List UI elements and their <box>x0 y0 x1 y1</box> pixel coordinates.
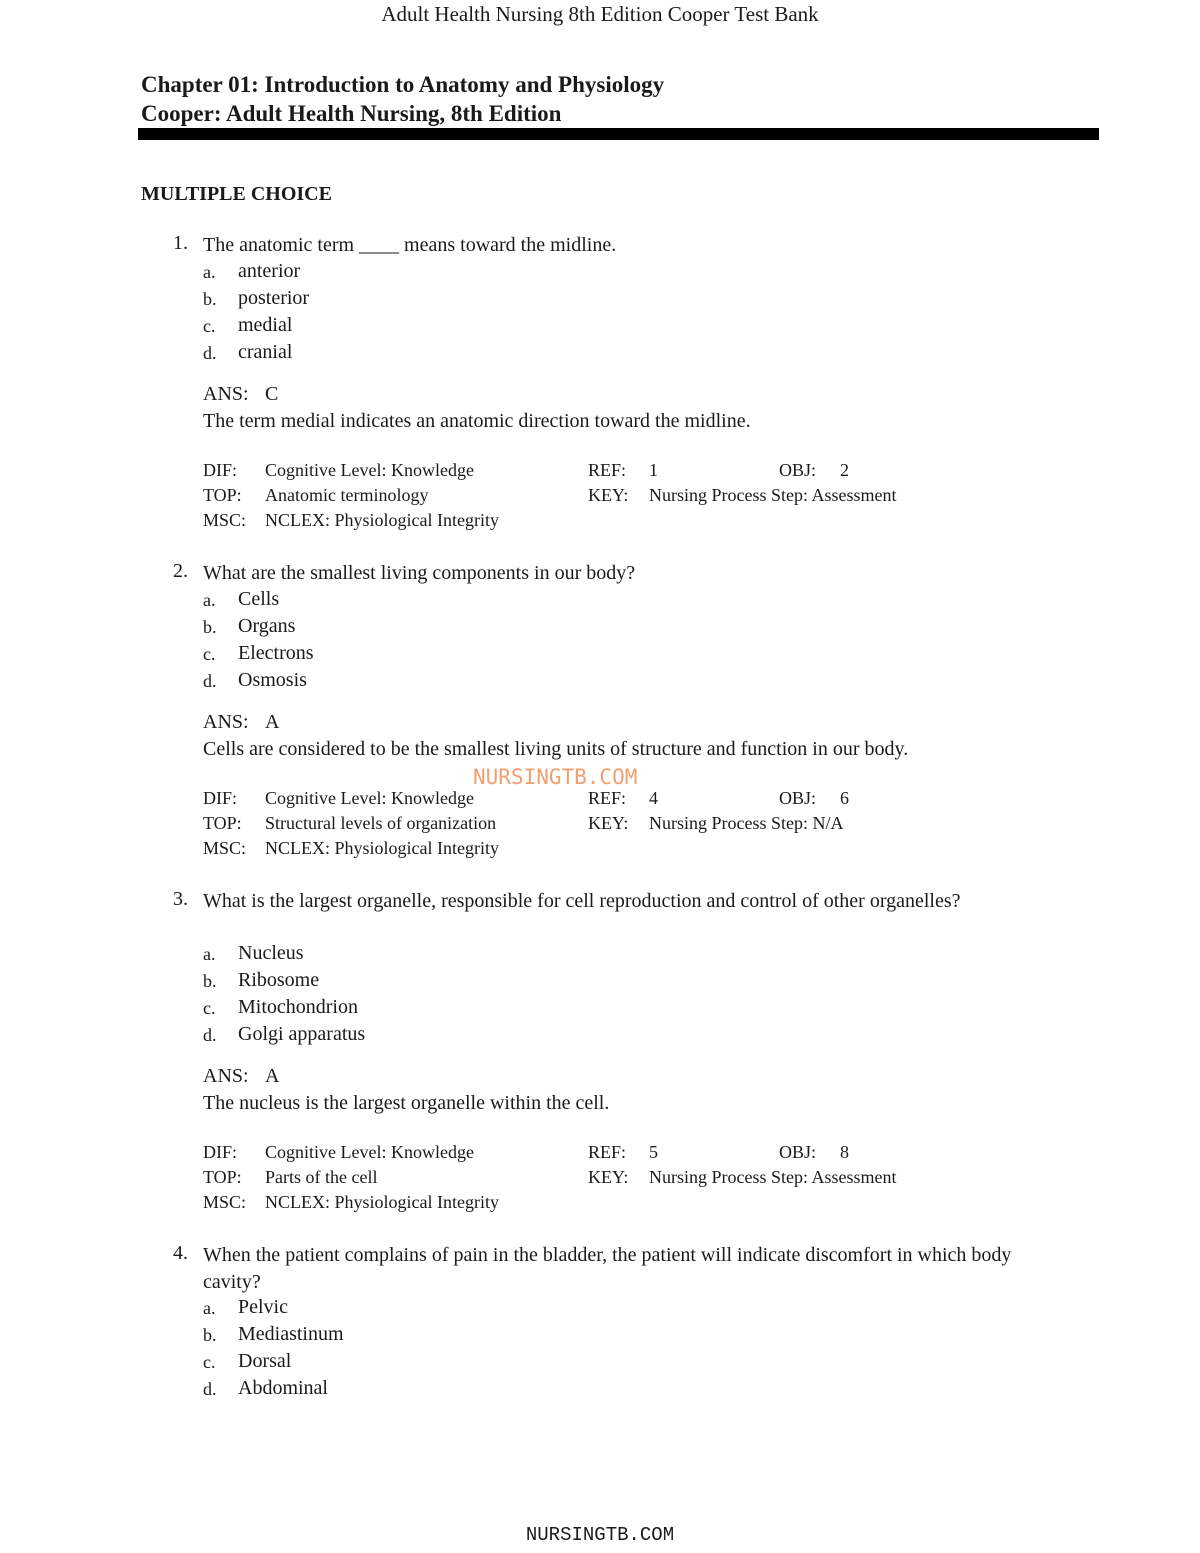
answer-value: A <box>265 711 280 733</box>
question-text: What are the smallest living components in our body? <box>203 562 636 584</box>
option-text: Electrons <box>238 642 314 664</box>
dif-value: Cognitive Level: Knowledge <box>265 460 474 480</box>
answer-value: A <box>265 1065 280 1087</box>
question-number: 1. <box>173 232 188 254</box>
question-number: 2. <box>173 560 188 582</box>
ref-label: REF: <box>588 788 627 808</box>
option-letter: c. <box>203 998 216 1018</box>
option-letter: a. <box>203 262 216 282</box>
key-label: KEY: <box>588 813 629 833</box>
option-text: Ribosome <box>238 969 320 991</box>
msc-value: NCLEX: Physiological Integrity <box>265 1192 499 1212</box>
option-text: Pelvic <box>238 1296 288 1318</box>
top-label: TOP: <box>203 1167 242 1187</box>
answer-label: ANS: <box>203 711 249 733</box>
option-text: anterior <box>238 260 301 282</box>
running-header: Adult Health Nursing 8th Edition Cooper Test Bank <box>381 2 819 26</box>
key-label: KEY: <box>588 1167 629 1187</box>
option-text: Cells <box>238 588 280 610</box>
key-value: Nursing Process Step: Assessment <box>649 485 897 505</box>
rationale: The term medial indicates an anatomic direction toward the midline. <box>203 410 751 432</box>
top-label: TOP: <box>203 485 242 505</box>
top-value: Structural levels of organization <box>265 813 497 833</box>
key-value: Nursing Process Step: N/A <box>649 813 844 833</box>
ref-value: 4 <box>649 788 658 808</box>
option-text: Abdominal <box>238 1377 328 1399</box>
option-text: posterior <box>238 287 310 309</box>
dif-label: DIF: <box>203 460 238 480</box>
option-text: Golgi apparatus <box>238 1023 366 1045</box>
msc-label: MSC: <box>203 838 247 858</box>
answer-label: ANS: <box>203 383 249 405</box>
dif-label: DIF: <box>203 1142 238 1162</box>
question-text: When the patient complains of pain in the bladder, the patient will indicate discomfort in which body cavity? <box>203 1244 1012 1293</box>
option-letter: d. <box>203 671 217 691</box>
obj-value: 2 <box>840 460 849 480</box>
obj-label: OBJ: <box>779 460 817 480</box>
question-number: 4. <box>173 1242 188 1264</box>
key-label: KEY: <box>588 485 629 505</box>
option-text: medial <box>238 314 293 336</box>
obj-value: 8 <box>840 1142 849 1162</box>
dif-label: DIF: <box>203 788 238 808</box>
option-letter: d. <box>203 343 217 363</box>
title-rule <box>138 128 1099 140</box>
section-title: MULTIPLE CHOICE <box>141 183 332 205</box>
ref-value: 1 <box>649 460 658 480</box>
chapter-title: Chapter 01: Introduction to Anatomy and Physiology <box>141 72 665 97</box>
answer-value: C <box>265 383 279 405</box>
ref-label: REF: <box>588 1142 627 1162</box>
dif-value: Cognitive Level: Knowledge <box>265 1142 474 1162</box>
dif-value: Cognitive Level: Knowledge <box>265 788 474 808</box>
option-text: Mitochondrion <box>238 996 358 1018</box>
top-value: Parts of the cell <box>265 1167 378 1187</box>
option-text: Mediastinum <box>238 1323 344 1345</box>
option-letter: b. <box>203 1325 217 1345</box>
ref-value: 5 <box>649 1142 658 1162</box>
book-title: Cooper: Adult Health Nursing, 8th Edition <box>141 101 562 126</box>
option-text: cranial <box>238 341 293 363</box>
watermark: NURSINGTB.COM <box>473 765 638 789</box>
option-letter: c. <box>203 316 216 336</box>
option-letter: d. <box>203 1379 217 1399</box>
question-number: 3. <box>173 888 188 910</box>
msc-label: MSC: <box>203 510 247 530</box>
option-text: Organs <box>238 615 296 637</box>
obj-value: 6 <box>840 788 849 808</box>
msc-value: NCLEX: Physiological Integrity <box>265 838 499 858</box>
msc-label: MSC: <box>203 1192 247 1212</box>
option-letter: b. <box>203 289 217 309</box>
key-value: Nursing Process Step: Assessment <box>649 1167 897 1187</box>
option-letter: a. <box>203 944 216 964</box>
question-text: What is the largest organelle, responsible for cell reproduction and control of other organelles? <box>203 890 961 912</box>
msc-value: NCLEX: Physiological Integrity <box>265 510 499 530</box>
obj-label: OBJ: <box>779 1142 817 1162</box>
option-text: Osmosis <box>238 669 307 691</box>
option-letter: b. <box>203 971 217 991</box>
option-letter: c. <box>203 1352 216 1372</box>
rationale: The nucleus is the largest organelle within the cell. <box>203 1092 610 1114</box>
rationale: Cells are considered to be the smallest living units of structure and function in our body. <box>203 738 909 760</box>
footer: NURSINGTB.COM <box>525 1524 675 1546</box>
answer-label: ANS: <box>203 1065 249 1087</box>
option-text: Nucleus <box>238 942 304 964</box>
option-letter: a. <box>203 590 216 610</box>
question-text: The anatomic term ____ means toward the midline. <box>203 234 617 256</box>
option-letter: d. <box>203 1025 217 1045</box>
top-value: Anatomic terminology <box>265 485 429 505</box>
top-label: TOP: <box>203 813 242 833</box>
option-letter: a. <box>203 1298 216 1318</box>
obj-label: OBJ: <box>779 788 817 808</box>
option-letter: c. <box>203 644 216 664</box>
option-letter: b. <box>203 617 217 637</box>
option-text: Dorsal <box>238 1350 292 1372</box>
ref-label: REF: <box>588 460 627 480</box>
